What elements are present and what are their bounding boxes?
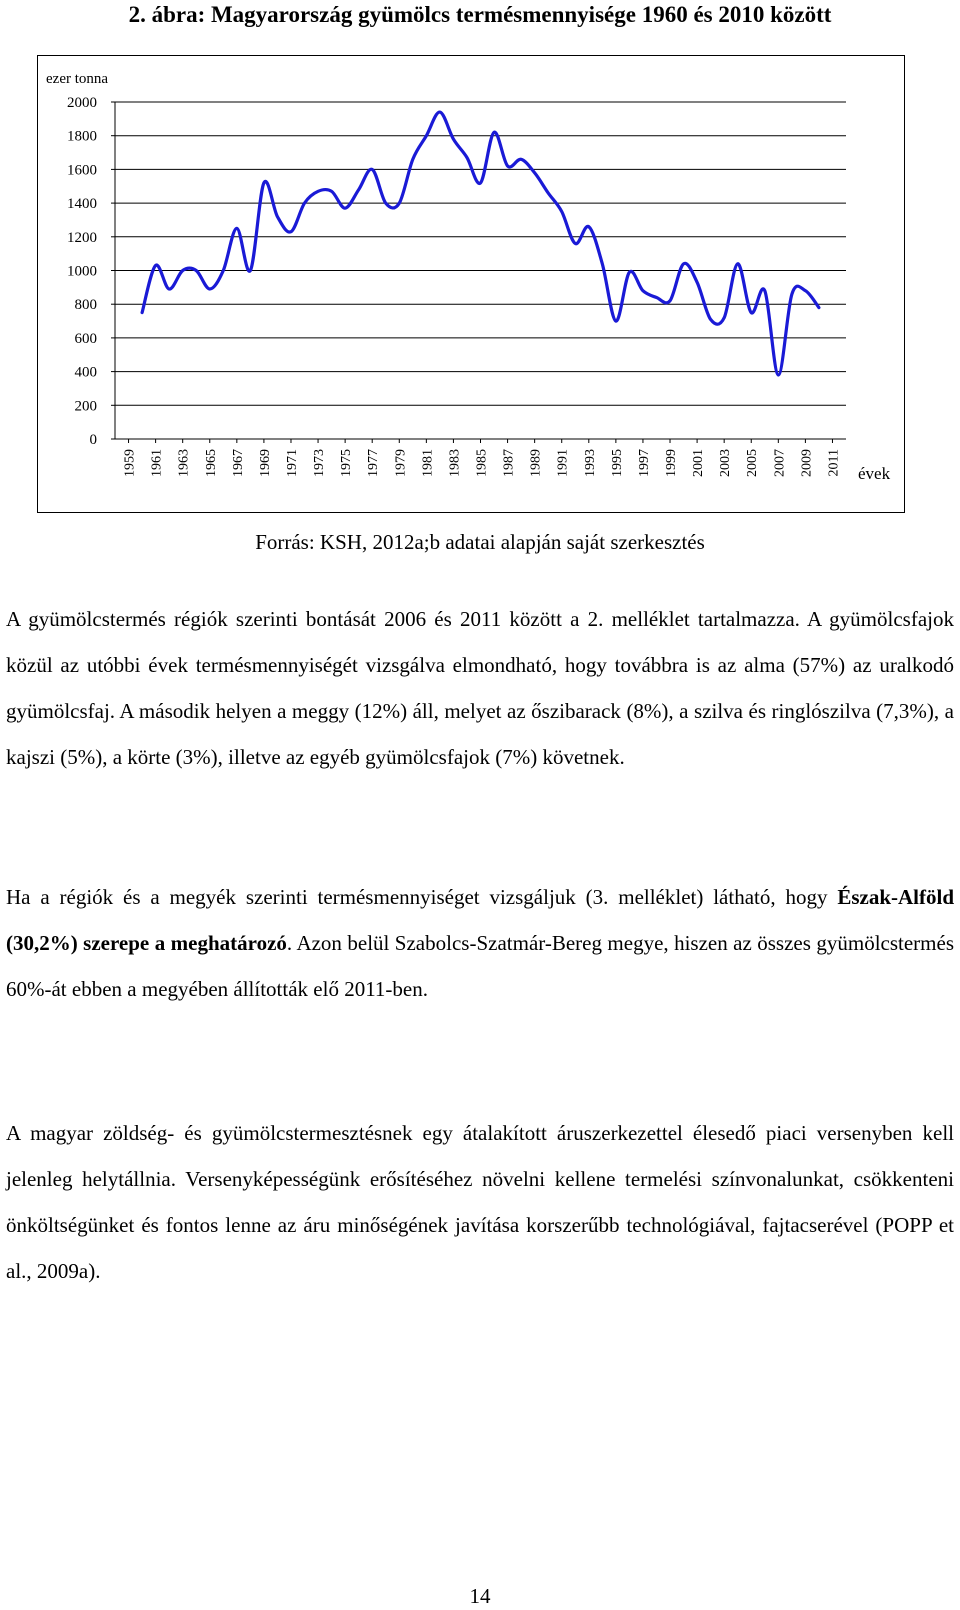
page-number: 14 xyxy=(469,1584,491,1608)
x-tick-label: 1959 xyxy=(122,449,138,477)
x-tick-label: 1997 xyxy=(636,449,652,477)
grid-lines xyxy=(115,102,846,405)
x-tick-label: 1989 xyxy=(528,449,544,477)
x-tick-label: 1991 xyxy=(555,449,571,477)
x-tick-label: 1977 xyxy=(366,449,382,477)
paragraph-2 xyxy=(6,874,954,1012)
x-tick-label: 1985 xyxy=(474,449,490,477)
y-tick-label: 0 xyxy=(89,432,97,448)
x-tick-label: 1969 xyxy=(257,449,273,477)
y-tick-label: 400 xyxy=(74,364,97,381)
line-chart xyxy=(38,56,906,514)
x-axis-label: évek xyxy=(858,464,891,483)
x-tick-label: 1967 xyxy=(230,449,246,477)
chart-frame xyxy=(37,55,905,513)
y-tick-label: 1600 xyxy=(67,162,97,179)
x-tick-label: 1999 xyxy=(664,449,680,477)
x-tick-label: 1973 xyxy=(312,449,328,477)
x-tick-label: 1963 xyxy=(176,449,192,477)
x-tick-label: 2005 xyxy=(745,449,761,477)
x-tick-label: 1993 xyxy=(582,449,598,477)
y-tick-label: 800 xyxy=(74,297,97,314)
paragraph-2-emphasis: Észak-Alföld (30,2%) szerepe a meghatározó xyxy=(6,885,954,955)
x-tick-label: 1981 xyxy=(420,449,436,477)
y-tick-label: 1800 xyxy=(67,128,97,145)
x-tick-label: 1975 xyxy=(339,449,355,477)
paragraph-2-lead: Ha a régiók és a megyék szerinti termésmennyiséget vizsgáljuk (3. melléklet) látható, hogy xyxy=(6,885,838,909)
y-axis-label: ezer tonna xyxy=(46,71,109,87)
x-tick-label: 2011 xyxy=(826,449,842,477)
x-tick-label: 2009 xyxy=(799,449,815,477)
y-tick-labels xyxy=(67,95,97,448)
x-tick-label: 1965 xyxy=(203,449,219,477)
paragraph-1: A gyümölcstermés régiók szerinti bontását 2006 és 2011 között a 2. melléklet tartalmazza. A gyümölcsfajok közül az utóbbi évek termésmennyiségét vizsgálva elmondható, hogy továbbra is az alma (57%) az uralkodó gyümölcsfaj. A második helyen a meggy (12%) áll, melyet az őszibarack (8%), a szilva és ringlószilva (7,3%), a kajszi (5%), a körte (3%), illetve az egyéb gyümölcsfajok (7%) követnek. xyxy=(6,607,954,769)
paragraph-3: A magyar zöldség- és gyümölcstermesztésnek egy átalakított áruszerkezettel élesedő piaci versenyben kell jelenleg helytállnia. Versenyképességünk erősítéséhez növelni kellene termelési színvonalunkat, csökkenteni önköltségünket és fontos lenne az áru minőségének javítása korszerűbb technológiával, fajtacserével (POPP et al., 2009a). xyxy=(6,1121,954,1283)
x-tick-labels xyxy=(123,449,842,477)
y-tick-label: 1400 xyxy=(67,196,97,213)
x-tick-label: 1971 xyxy=(284,449,300,477)
y-tick-label: 1000 xyxy=(67,263,97,280)
y-tick-label: 1200 xyxy=(67,229,97,246)
y-tick-label: 600 xyxy=(74,330,97,347)
figure-title: 2. ábra: Magyarország gyümölcs termésmennyisége 1960 és 2010 között xyxy=(128,2,832,27)
x-tick-label: 2007 xyxy=(772,449,788,477)
x-tick-label: 2003 xyxy=(718,449,734,477)
y-tick-label: 200 xyxy=(74,398,97,415)
x-tick-label: 1987 xyxy=(501,449,517,477)
x-tick-label: 2001 xyxy=(691,449,707,477)
figure-source: Forrás: KSH, 2012a;b adatai alapján saját szerkesztés xyxy=(255,530,705,554)
y-tick-label: 2000 xyxy=(67,95,97,111)
x-tick-label: 1995 xyxy=(609,449,625,477)
x-tick-label: 1983 xyxy=(447,449,463,477)
x-tick-label: 1979 xyxy=(393,449,409,477)
series-line xyxy=(142,112,819,375)
paragraph-2-rest: . Azon belül Szabolcs-Szatmár-Bereg megye, hiszen az összes gyümölcstermés 60%-át ebben a megyében állították elő 2011-ben. xyxy=(6,931,955,1001)
x-tick-label: 1961 xyxy=(149,449,165,477)
